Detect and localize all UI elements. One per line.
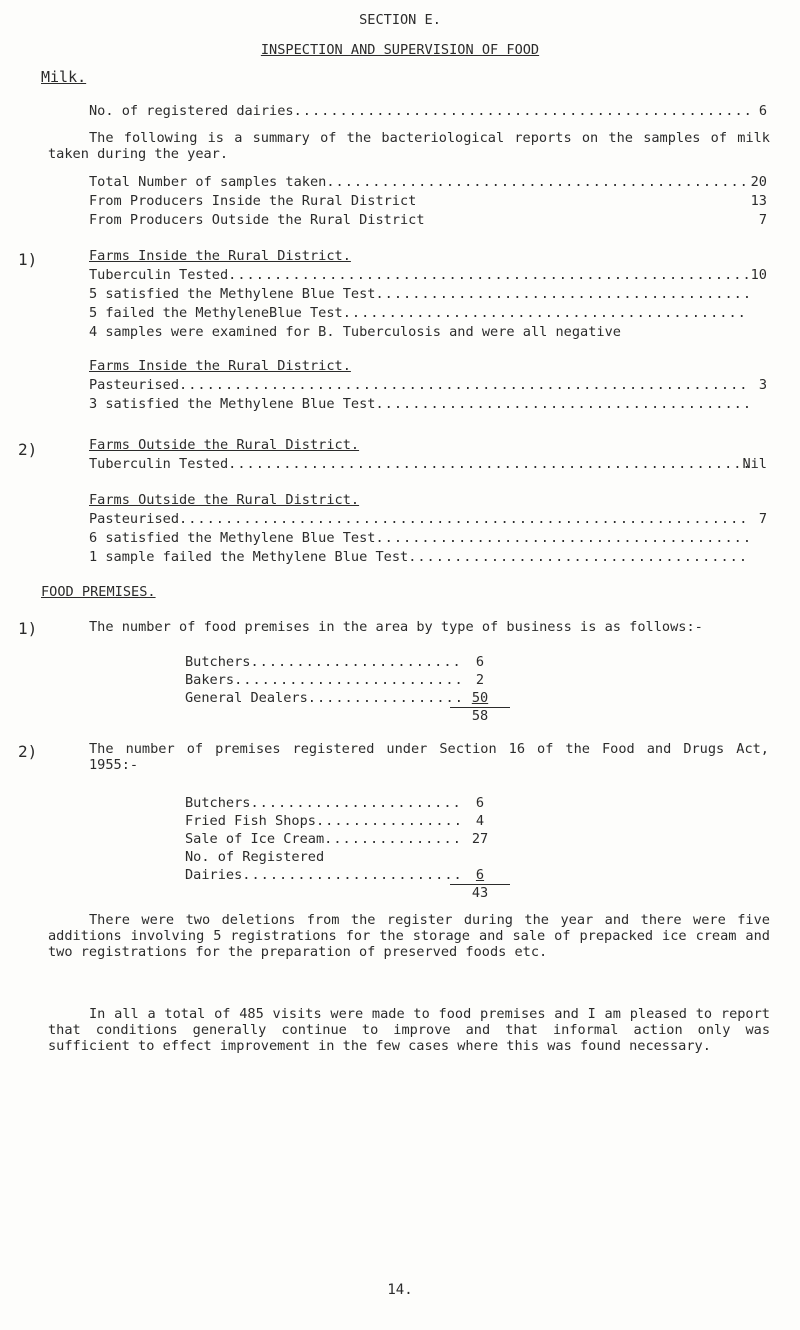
samples-total-row	[89, 174, 749, 190]
food-item-1-total: 58	[471, 708, 489, 724]
samples-inside-value: 13	[750, 193, 767, 209]
registered-dairies-label: No. of registered dairies	[89, 103, 294, 119]
samples-total-value: 20	[750, 174, 767, 190]
deletions-paragraph: There were two deletions from the register during the year and there were five additions involving 5 registrations for the storage and sale of prepacked ice cream and two registrations for the preparation of preserved foods etc.	[48, 912, 770, 960]
reg-row-dairies	[185, 867, 465, 883]
reg-row-fried-fish-value: 4	[475, 813, 485, 829]
food-row-butchers-label: Butchers	[185, 654, 251, 670]
section-1-pasteurised-row	[89, 377, 749, 393]
food-row-general-dealers-label: General Dealers	[185, 690, 308, 706]
reg-row-butchers-value: 6	[475, 795, 485, 811]
food-item-2-marker: 2)	[18, 742, 38, 761]
section-1-pasteurised-value: 3	[758, 377, 767, 393]
section-1-marker: 1)	[18, 250, 38, 269]
section-1-line-1	[89, 286, 749, 302]
reg-row-butchers-label: Butchers	[185, 795, 251, 811]
section-1-note: 4 samples were examined for B. Tuberculosis and were all negative	[89, 324, 621, 340]
food-row-bakers-label: Bakers	[185, 672, 235, 688]
page-number: 14.	[387, 1282, 413, 1298]
reg-row-ice-cream	[185, 831, 465, 847]
food-item-2-total: 43	[471, 885, 489, 901]
samples-outside-label: From Producers Outside the Rural District	[89, 212, 425, 228]
milk-intro: The following is a summary of the bacteriological reports on the samples of milk taken during the year.	[48, 130, 770, 162]
section-2-pasteurised-value: 7	[758, 511, 767, 527]
section-heading: SECTION E.	[359, 12, 441, 28]
samples-outside-value: 7	[758, 212, 767, 228]
reg-row-fried-fish	[185, 813, 465, 829]
registered-dairies-value: 6	[758, 103, 767, 119]
reg-row-dairies-label: Dairies	[185, 867, 243, 883]
section-1-line-2	[89, 305, 749, 321]
section-2-line-1	[89, 530, 749, 546]
reg-row-butchers	[185, 795, 465, 811]
food-row-bakers	[185, 672, 460, 688]
section-1-tested-label: Tuberculin Tested	[89, 267, 229, 283]
page-title: INSPECTION AND SUPERVISION OF FOOD	[260, 42, 540, 58]
registered-dairies-row	[89, 103, 749, 119]
section-2-tested-label: Tuberculin Tested	[89, 456, 229, 472]
reg-row-fried-fish-label: Fried Fish Shops	[185, 813, 316, 829]
food-row-butchers	[185, 654, 460, 670]
food-premises-heading: FOOD PREMISES.	[41, 584, 156, 600]
section-2-pasteurised-label: Pasteurised	[89, 511, 180, 527]
section-2-tested-row	[89, 456, 749, 472]
section-2-line-1-text: 6 satisfied the Methylene Blue Test	[89, 530, 376, 546]
reg-row-registered-label: No. of Registered	[185, 849, 325, 865]
food-item-1-marker: 1)	[18, 619, 38, 638]
section-2-marker: 2)	[18, 440, 38, 459]
section-1-pasteurised-label: Pasteurised	[89, 377, 180, 393]
section-2-line-2	[89, 549, 749, 565]
food-item-2-text: The number of premises registered under Section 16 of the Food and Drugs Act, 1955:-	[89, 741, 769, 773]
section-1-heading: Farms Inside the Rural District.	[89, 248, 351, 264]
milk-heading: Milk.	[41, 68, 87, 86]
section-1-tested-value: 10	[750, 267, 767, 283]
reg-row-ice-cream-value: 27	[471, 831, 489, 847]
section-2-tested-value: Nil	[742, 456, 767, 472]
food-item-1-text: The number of food premises in the area by type of business is as follows:-	[89, 619, 703, 635]
food-row-butchers-value: 6	[475, 654, 485, 670]
section-1-line-1-text: 5 satisfied the Methylene Blue Test	[89, 286, 376, 302]
reg-row-dairies-value: 6	[475, 867, 485, 883]
samples-total-label: Total Number of samples taken	[89, 174, 327, 190]
samples-inside-label: From Producers Inside the Rural District	[89, 193, 417, 209]
section-2-pasteurised-row	[89, 511, 749, 527]
section-1-tested-row	[89, 267, 749, 283]
section-1-line-2-text: 5 failed the MethyleneBlue Test	[89, 305, 343, 321]
reg-row-ice-cream-label: Sale of Ice Cream	[185, 831, 325, 847]
section-1-pasteurised-line	[89, 396, 749, 412]
section-2-line-2-text: 1 sample failed the Methylene Blue Test	[89, 549, 409, 565]
section-2-heading-2: Farms Outside the Rural District.	[89, 492, 360, 508]
food-row-general-dealers	[185, 690, 460, 706]
section-1-pasteurised-line-text: 3 satisfied the Methylene Blue Test	[89, 396, 376, 412]
food-row-bakers-value: 2	[475, 672, 485, 688]
section-2-heading: Farms Outside the Rural District.	[89, 437, 360, 453]
section-1-heading-2: Farms Inside the Rural District.	[89, 358, 351, 374]
food-row-general-dealers-value: 50	[471, 690, 489, 706]
visits-paragraph: In all a total of 485 visits were made to food premises and I am pleased to report that conditions generally continue to improve and that informal action only was sufficient to effect improvement in the few cases where this was found necessary.	[48, 1006, 770, 1054]
